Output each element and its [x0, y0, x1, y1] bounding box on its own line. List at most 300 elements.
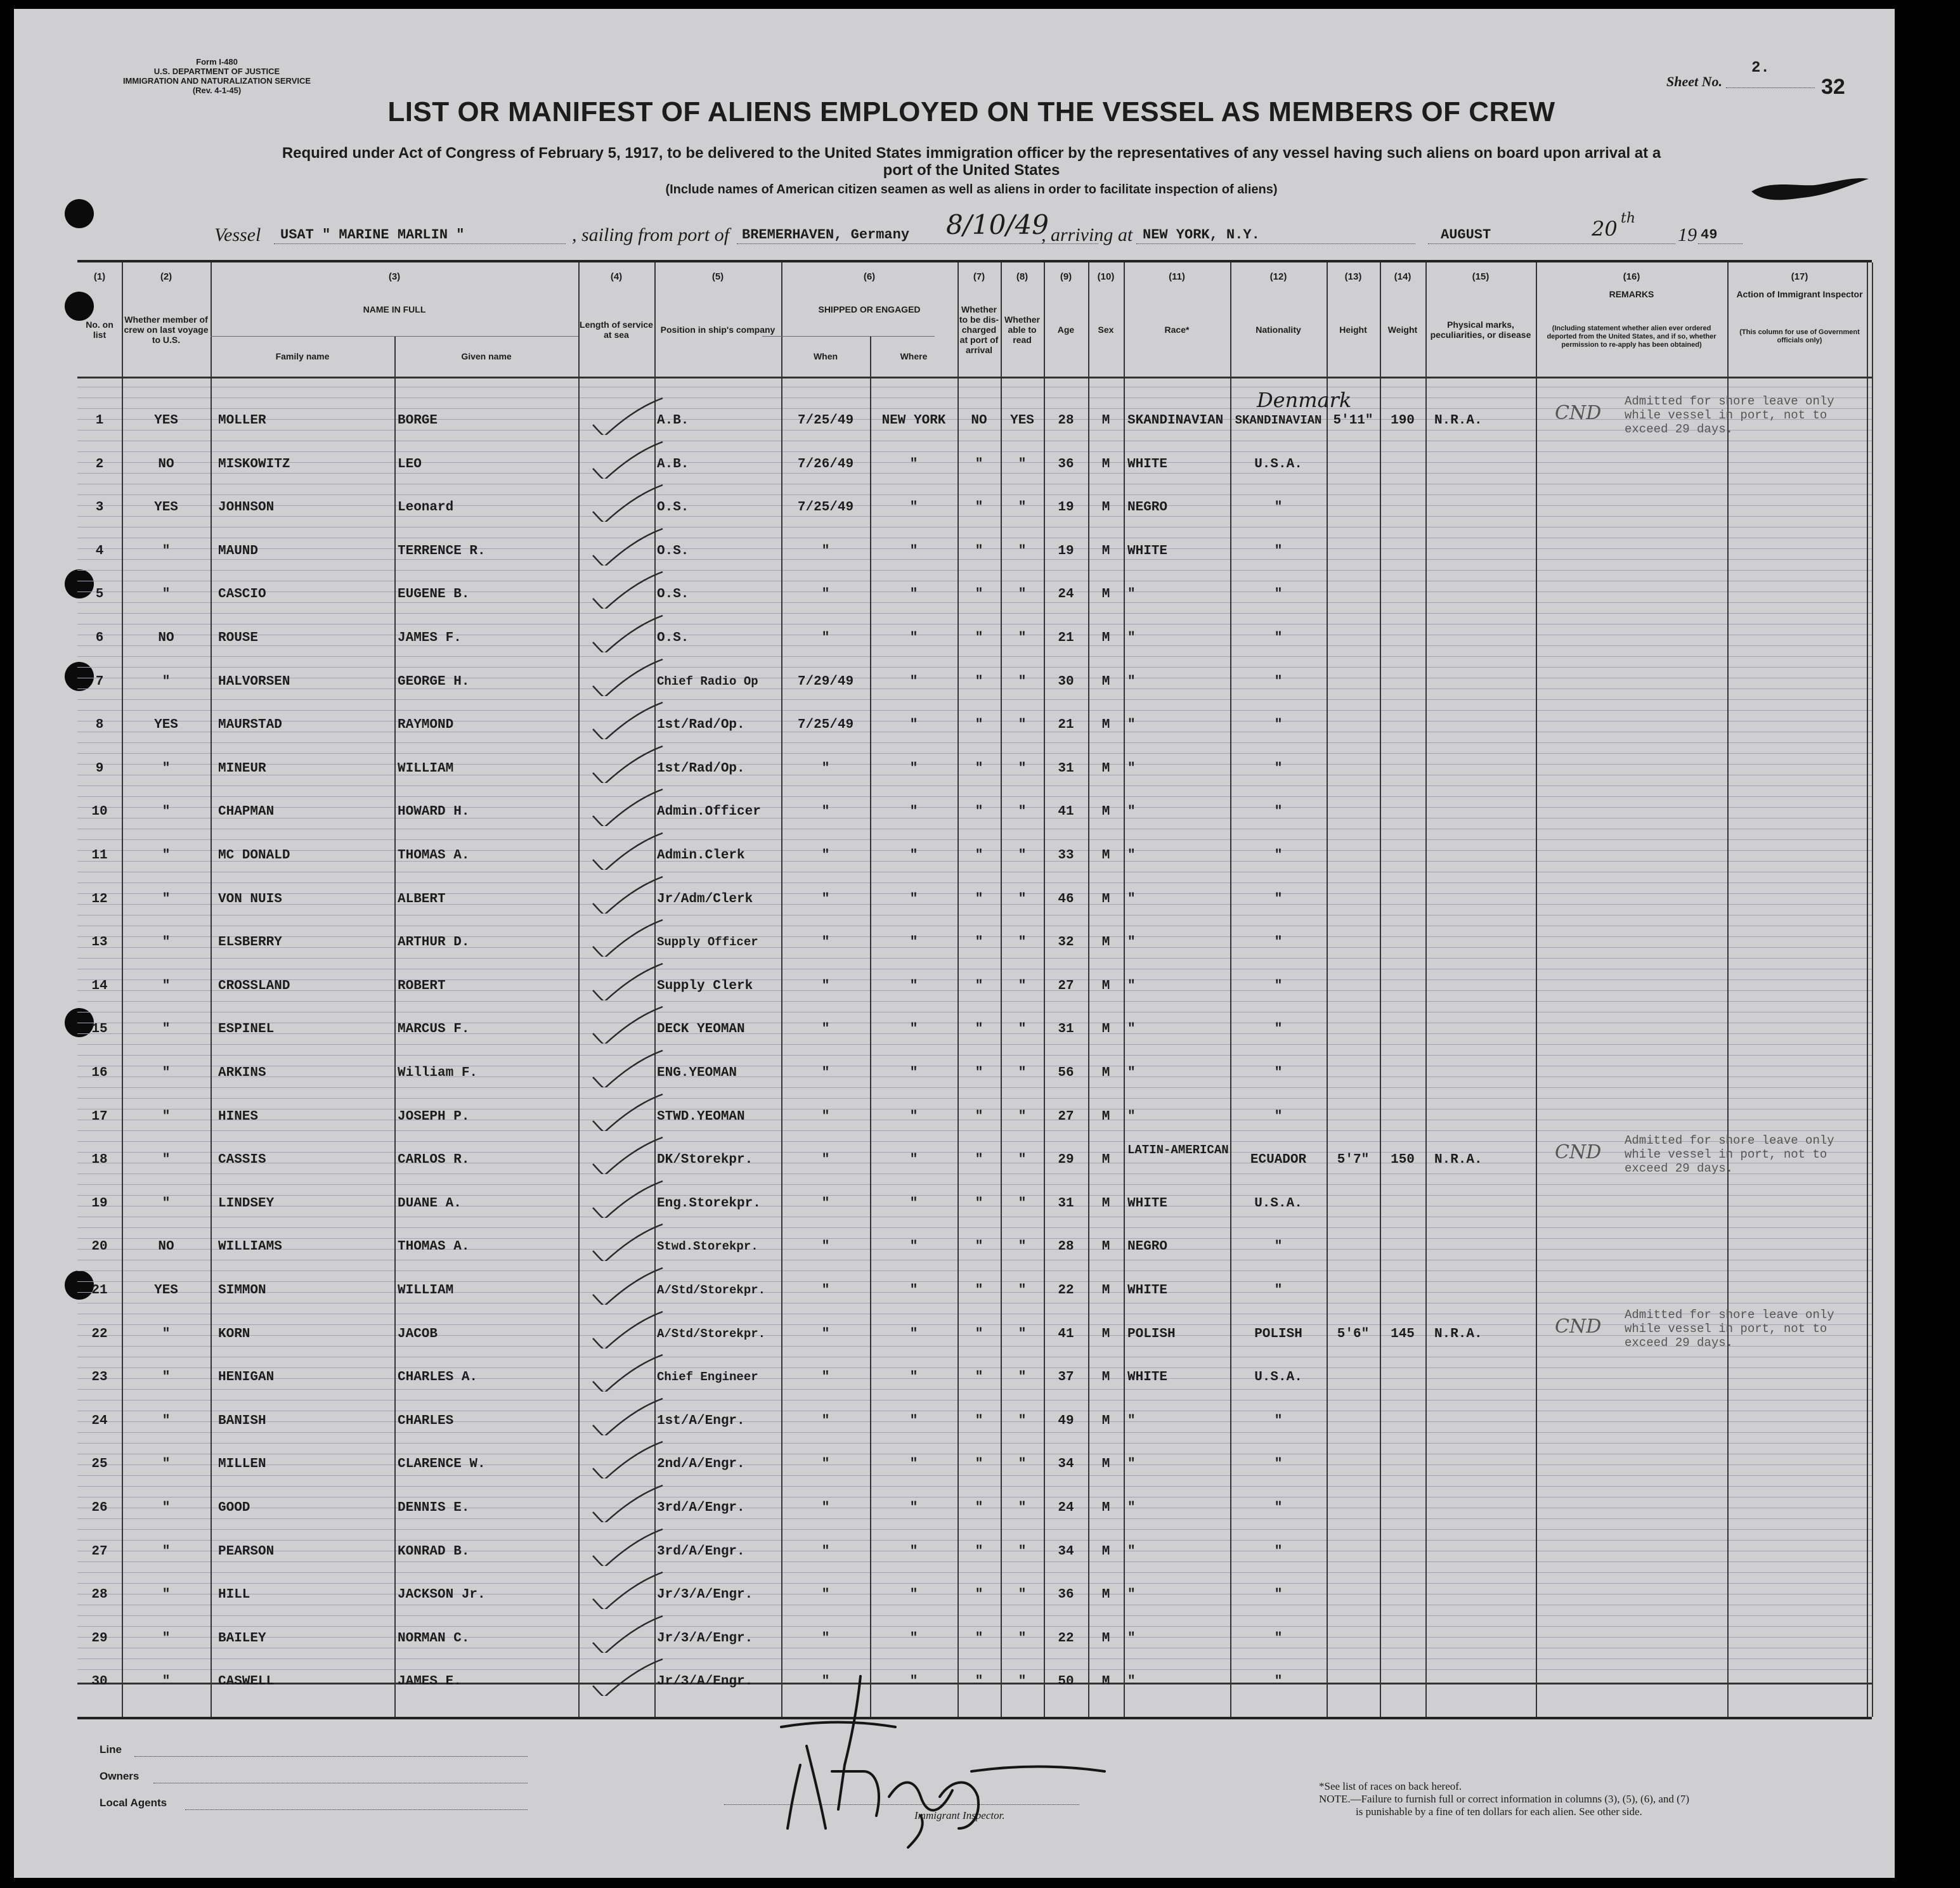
checkmark-icon: [588, 1267, 664, 1305]
cell-sex: M: [1101, 805, 1110, 820]
checkmark-icon: [588, 1528, 664, 1566]
column-number: (4): [610, 271, 623, 282]
cell-age: 19: [1058, 543, 1074, 559]
cell-when: ": [821, 1153, 830, 1168]
cell-age: 24: [1058, 587, 1074, 602]
sailing-port-value: BREMERHAVEN, Germany: [742, 227, 910, 243]
cell-where: ": [909, 1022, 918, 1037]
cell-read: ": [1018, 1501, 1027, 1515]
cell-no: 28: [91, 1587, 108, 1603]
column-subtitle: Family name: [275, 351, 330, 361]
cell-prev: ": [162, 1413, 171, 1428]
cell-no: 24: [91, 1413, 108, 1428]
column-divider: [1867, 262, 1868, 1717]
checkmark-icon: [588, 919, 664, 957]
cell-no: 13: [91, 935, 108, 950]
cell-pos: DK/Storekpr.: [657, 1153, 753, 1168]
local-agents-label: Local Agents: [100, 1797, 167, 1809]
cell-race: WHITE: [1127, 1196, 1168, 1211]
cell-age: 41: [1058, 805, 1074, 820]
ruled-line: [77, 742, 1872, 743]
line-underline: [134, 1756, 528, 1757]
cell-prev: ": [162, 848, 171, 863]
handwritten-date: 8/10/49: [946, 209, 1049, 240]
form-identifier: [109, 57, 325, 95]
checkmark-icon: [588, 484, 664, 522]
ruled-line: [77, 602, 1872, 603]
penalty-note-2: is punishable by a fine of ten dollars for each alien. See other side.: [1356, 1806, 1642, 1818]
line-label: Line: [100, 1743, 122, 1755]
cell-when: ": [821, 1066, 830, 1080]
checkmark-icon: [588, 571, 664, 609]
cell-age: 37: [1058, 1370, 1074, 1385]
cell-no: 19: [91, 1196, 108, 1211]
cell-nat: ": [1274, 935, 1283, 950]
sailing-label: , sailing from port of: [572, 224, 730, 245]
cell-where: ": [909, 761, 918, 776]
cell-prev: ": [162, 1501, 171, 1515]
column-title: Position in ship's company: [660, 325, 776, 335]
cell-read: ": [1018, 500, 1027, 515]
column-number: (3): [388, 271, 401, 282]
cell-family: HILL: [218, 1587, 250, 1603]
cell-disch: ": [975, 1283, 983, 1298]
cell-pos: Jr/3/A/Engr.: [657, 1674, 753, 1690]
header-bottom-rule: [77, 377, 1872, 378]
cell-given: BORGE: [398, 413, 438, 428]
cell-when: ": [821, 761, 830, 776]
cell-when: ": [821, 1109, 830, 1124]
cell-pos: Eng.Storekpr.: [657, 1196, 761, 1211]
column-number: (14): [1394, 271, 1412, 282]
column-divider: [1425, 262, 1427, 1717]
form-service: IMMIGRATION AND NATURALIZATION SERVICE: [122, 76, 311, 86]
cell-disch: ": [975, 1022, 983, 1037]
subtitle-port: port of the United States: [883, 162, 1060, 179]
cell-pos: Jr/Adm/Clerk: [657, 891, 753, 907]
cell-sex: M: [1101, 978, 1110, 993]
cell-where: ": [909, 718, 918, 733]
column-number: (15): [1472, 271, 1489, 282]
cell-marks: N.R.A.: [1434, 1326, 1483, 1342]
cell-where: ": [909, 1631, 918, 1646]
cell-no: 30: [91, 1674, 108, 1690]
name-subheader-rule: [211, 336, 578, 337]
cell-where: ": [909, 1109, 918, 1124]
cell-given: GEORGE H.: [398, 674, 470, 689]
cell-pos: O.S.: [657, 500, 689, 515]
cell-no: 16: [91, 1066, 108, 1080]
cell-sex: M: [1101, 674, 1110, 689]
cell-family: ARKINS: [218, 1066, 266, 1080]
cell-when: ": [821, 1283, 830, 1298]
cell-read: ": [1018, 631, 1027, 645]
cell-pos: Jr/3/A/Engr.: [657, 1631, 753, 1646]
cell-nat: ": [1274, 1109, 1283, 1124]
cell-age: 19: [1058, 500, 1074, 515]
cell-race: WHITE: [1127, 543, 1168, 559]
cell-prev: ": [162, 1457, 171, 1472]
ruled-line: [77, 1443, 1872, 1444]
cell-prev: ": [162, 1674, 171, 1690]
cell-disch: ": [975, 1457, 983, 1472]
cell-sex: M: [1101, 1239, 1110, 1255]
cell-when: ": [821, 978, 830, 993]
cell-pos: Chief Radio Op: [657, 674, 758, 689]
cell-age: 30: [1058, 674, 1074, 689]
column-subtitle: Where: [900, 351, 928, 361]
cell-pos: A.B.: [657, 456, 689, 472]
cell-family: MAUND: [218, 543, 259, 559]
sheet-label: Sheet No.: [1666, 74, 1722, 89]
column-title: Action of Immigrant Inspector: [1736, 289, 1863, 299]
column-divider: [1327, 262, 1328, 1717]
cell-where: ": [909, 1066, 918, 1080]
cell-sex: M: [1101, 1674, 1110, 1690]
column-title: Length of service at sea: [580, 320, 653, 340]
column-number: (17): [1791, 271, 1808, 282]
cell-disch: ": [975, 1109, 983, 1124]
cell-race: ": [1127, 587, 1136, 602]
checkmark-icon: [588, 832, 664, 870]
cell-disch: ": [975, 978, 983, 993]
cell-no: 23: [91, 1370, 108, 1385]
cell-sex: M: [1101, 631, 1110, 645]
cell-sex: M: [1101, 1631, 1110, 1646]
vessel-underline: [274, 243, 566, 244]
arrival-year: 49: [1701, 227, 1718, 243]
cell-given: THOMAS A.: [398, 1239, 470, 1255]
cell-age: 46: [1058, 891, 1074, 907]
cell-family: CROSSLAND: [218, 978, 290, 993]
cell-pos: 1st/Rad/Op.: [657, 718, 745, 733]
cell-disch: ": [975, 1413, 983, 1428]
cell-prev: ": [162, 674, 171, 689]
cell-family: ROUSE: [218, 631, 259, 645]
cell-prev: NO: [158, 631, 174, 645]
cnd-annotation: CND: [1555, 1315, 1602, 1338]
cell-no: 5: [95, 587, 104, 602]
cell-where: ": [909, 1587, 918, 1603]
ruled-line: [77, 645, 1872, 646]
ruled-line: [77, 1001, 1872, 1002]
cell-disch: ": [975, 1153, 983, 1168]
checkmark-icon: [588, 701, 664, 739]
cell-prev: YES: [154, 1283, 178, 1298]
cell-given: JOSEPH P.: [398, 1109, 470, 1124]
vessel-value: USAT " MARINE MARLIN ": [280, 227, 465, 243]
arriving-underline: [1136, 243, 1415, 244]
cell-read: ": [1018, 1587, 1027, 1603]
cell-given: NORMAN C.: [398, 1631, 470, 1646]
cell-pos: O.S.: [657, 631, 689, 645]
cell-prev: YES: [154, 500, 178, 515]
cell-nat: POLISH: [1254, 1326, 1302, 1342]
column-title: No. on list: [86, 320, 114, 340]
column-number: (1): [93, 271, 106, 282]
cell-race: ": [1127, 1066, 1136, 1080]
cell-where: ": [909, 1413, 918, 1428]
cell-no: 3: [95, 500, 104, 515]
cell-given: LEO: [398, 456, 422, 472]
cell-family: GOOD: [218, 1501, 250, 1515]
cell-pos: O.S.: [657, 587, 689, 602]
cell-prev: ": [162, 891, 171, 907]
cell-disch: ": [975, 1370, 983, 1385]
cell-given: RAYMOND: [398, 718, 454, 733]
cell-family: MOLLER: [218, 413, 266, 428]
checkmark-icon: [588, 1049, 664, 1087]
ruled-line: [77, 559, 1872, 560]
cell-no: 9: [95, 761, 104, 776]
cell-sex: M: [1101, 891, 1110, 907]
cnd-annotation: CND: [1555, 402, 1602, 424]
cell-pos: DECK YEOMAN: [657, 1022, 745, 1037]
cell-read: ": [1018, 761, 1027, 776]
cell-no: 7: [95, 674, 104, 689]
cell-when: ": [821, 805, 830, 820]
cell-nat: ": [1274, 1457, 1283, 1472]
cell-marks: N.R.A.: [1434, 1153, 1483, 1168]
cell-disch: ": [975, 1587, 983, 1603]
cell-read: ": [1018, 587, 1027, 602]
cell-prev: ": [162, 1587, 171, 1603]
cell-pos: 2nd/A/Engr.: [657, 1457, 745, 1472]
cell-nat: ": [1274, 1501, 1283, 1515]
cell-read: ": [1018, 1022, 1027, 1037]
cell-race: LATIN-AMERICAN: [1127, 1143, 1229, 1158]
cell-when: ": [821, 587, 830, 602]
subtitle-act: Required under Act of Congress of February 5, 1917, to be delivered to the United States immigration officer by the representatives of any vessel having such aliens on board upon arrival at a: [282, 145, 1661, 162]
checkmark-icon: [588, 441, 664, 479]
cell-given: JACOB: [398, 1326, 438, 1342]
cell-disch: ": [975, 718, 983, 733]
cell-race: ": [1127, 1022, 1136, 1037]
cell-read: ": [1018, 718, 1027, 733]
column-number: (9): [1060, 271, 1072, 282]
cell-disch: ": [975, 761, 983, 776]
cell-when: 7/26/49: [797, 456, 854, 472]
cell-pos: ENG.YEOMAN: [657, 1066, 737, 1080]
cell-read: ": [1018, 891, 1027, 907]
cell-disch: ": [975, 1066, 983, 1080]
cell-age: 50: [1058, 1674, 1074, 1690]
cell-when: ": [821, 1413, 830, 1428]
column-number: (11): [1169, 271, 1185, 282]
ruled-line: [77, 408, 1872, 409]
cell-no: 8: [95, 718, 104, 733]
cell-disch: ": [975, 1501, 983, 1515]
column-title: Whether to be dis-charged at port of arrival: [959, 304, 999, 355]
ruled-line: [77, 1087, 1872, 1088]
cell-disch: ": [975, 935, 983, 950]
cell-read: ": [1018, 1066, 1027, 1080]
cell-prev: ": [162, 1066, 171, 1080]
checkmark-icon: [588, 962, 664, 1000]
cell-disch: ": [975, 631, 983, 645]
column-divider: [578, 262, 580, 1717]
cell-age: 36: [1058, 456, 1074, 472]
cell-prev: ": [162, 543, 171, 559]
cell-when: ": [821, 1370, 830, 1385]
cell-prev: ": [162, 1022, 171, 1037]
column-divider: [1380, 262, 1381, 1717]
cell-when: ": [821, 1544, 830, 1559]
punch-hole: [65, 199, 94, 228]
cell-race: ": [1127, 1674, 1136, 1690]
cell-race: ": [1127, 1544, 1136, 1559]
cell-disch: ": [975, 1326, 983, 1342]
cell-race: ": [1127, 935, 1136, 950]
arriving-label: , arriving at: [1041, 224, 1133, 245]
form-revision: (Rev. 4-1-45): [192, 86, 242, 95]
cell-read: ": [1018, 543, 1027, 559]
cell-when: ": [821, 1457, 830, 1472]
page-number: 32: [1821, 75, 1845, 99]
cell-pos: Chief Engineer: [657, 1370, 758, 1385]
ruled-line: [77, 1055, 1872, 1056]
column-divider: [1124, 262, 1125, 1717]
ruled-line: [77, 656, 1872, 657]
cell-prev: ": [162, 1326, 171, 1342]
cell-family: PEARSON: [218, 1544, 275, 1559]
cell-given: JAMES F.: [398, 631, 462, 645]
cell-where: ": [909, 543, 918, 559]
cell-age: 27: [1058, 1109, 1074, 1124]
ruled-line: [77, 1572, 1872, 1573]
cell-nat: ": [1274, 891, 1283, 907]
cell-read: ": [1018, 1153, 1027, 1168]
checkmark-icon: [588, 1310, 664, 1348]
cell-pos: Supply Officer: [657, 935, 758, 950]
cell-sex: M: [1101, 761, 1110, 776]
cell-age: 22: [1058, 1283, 1074, 1298]
cell-prev: ": [162, 1196, 171, 1211]
cell-nat: ": [1274, 978, 1283, 993]
agents-underline: [185, 1809, 528, 1810]
checkmark-icon: [588, 1093, 664, 1131]
cell-where: ": [909, 978, 918, 993]
cell-age: 24: [1058, 1501, 1074, 1515]
cell-read: ": [1018, 1631, 1027, 1646]
cell-no: 11: [91, 848, 108, 863]
cell-race: ": [1127, 718, 1136, 733]
cell-given: EUGENE B.: [398, 587, 470, 602]
cell-disch: ": [975, 587, 983, 602]
cell-nat: SKANDINAVIAN: [1235, 413, 1322, 427]
cell-nat: U.S.A.: [1254, 456, 1302, 472]
ruled-line: [77, 699, 1872, 700]
cell-nat: ECUADOR: [1250, 1153, 1307, 1168]
cell-race: NEGRO: [1127, 500, 1168, 515]
cell-where: ": [909, 674, 918, 689]
cell-nat: ": [1274, 1066, 1283, 1080]
cell-where: ": [909, 1153, 918, 1168]
cell-age: 32: [1058, 935, 1074, 950]
cell-where: ": [909, 1326, 918, 1342]
cell-nat: ": [1274, 1283, 1283, 1298]
sheet-number: 2.: [1751, 60, 1770, 77]
year-underline: [1698, 243, 1743, 244]
cell-sex: M: [1101, 1544, 1110, 1559]
cell-nat: ": [1274, 805, 1283, 820]
cell-race: ": [1127, 1457, 1136, 1472]
cell-family: MC DONALD: [218, 848, 290, 863]
cell-when: ": [821, 543, 830, 559]
year-prefix: 19: [1678, 224, 1697, 245]
cell-when: ": [821, 935, 830, 950]
ruled-line: [77, 570, 1872, 571]
cell-family: KORN: [218, 1326, 250, 1342]
column-divider: [1727, 262, 1729, 1717]
column-number: (10): [1097, 271, 1115, 282]
cell-no: 6: [95, 631, 104, 645]
cell-nat: ": [1274, 631, 1283, 645]
cell-prev: ": [162, 1631, 171, 1646]
ruled-line: [77, 1475, 1872, 1476]
cell-prev: YES: [154, 413, 178, 428]
cell-when: ": [821, 848, 830, 863]
cell-when: ": [821, 891, 830, 907]
cell-nat: ": [1274, 674, 1283, 689]
cell-read: ": [1018, 1239, 1027, 1255]
cell-disch: ": [975, 543, 983, 559]
cell-race: ": [1127, 978, 1136, 993]
column-title: REMARKS: [1609, 289, 1654, 299]
cell-no: 14: [91, 978, 108, 993]
cell-given: THOMAS A.: [398, 848, 470, 863]
cell-age: 31: [1058, 1022, 1074, 1037]
cell-no: 12: [91, 891, 108, 907]
cell-age: 27: [1058, 978, 1074, 993]
checkmark-icon: [588, 1658, 664, 1696]
sheet-underline: [1726, 87, 1815, 88]
cell-height: 5'11": [1333, 413, 1373, 428]
ruled-line: [77, 1561, 1872, 1562]
cell-sex: M: [1101, 1196, 1110, 1211]
shipped-subheader-rule: [762, 336, 935, 337]
cell-prev: ": [162, 1370, 171, 1385]
cell-read: YES: [1010, 413, 1034, 428]
cell-prev: ": [162, 1109, 171, 1124]
checkmark-icon: [588, 1571, 664, 1609]
cell-family: CASCIO: [218, 587, 266, 602]
cell-prev: ": [162, 978, 171, 993]
cell-given: William F.: [398, 1066, 478, 1080]
cell-given: DUANE A.: [398, 1196, 462, 1211]
cell-where: ": [909, 456, 918, 472]
cell-race: ": [1127, 1109, 1136, 1124]
column-number: (6): [863, 271, 876, 282]
ruled-line: [77, 1184, 1872, 1185]
cell-given: JACKSON Jr.: [398, 1587, 486, 1603]
column-note: (This column for use of Government officials only): [1739, 328, 1860, 344]
cell-read: ": [1018, 935, 1027, 950]
cell-sex: M: [1101, 1587, 1110, 1603]
ruled-line: [77, 1238, 1872, 1239]
checkmark-icon: [588, 1440, 664, 1478]
cell-when: ": [821, 1587, 830, 1603]
ruled-line: [77, 1324, 1872, 1325]
cell-pos: 1st/Rad/Op.: [657, 761, 745, 776]
cell-no: 10: [91, 805, 108, 820]
cell-disch: ": [975, 1544, 983, 1559]
cell-no: 15: [91, 1022, 108, 1037]
cell-age: 33: [1058, 848, 1074, 863]
cell-race: POLISH: [1127, 1326, 1176, 1342]
cell-nat: ": [1274, 543, 1283, 559]
cell-sex: M: [1101, 1066, 1110, 1080]
